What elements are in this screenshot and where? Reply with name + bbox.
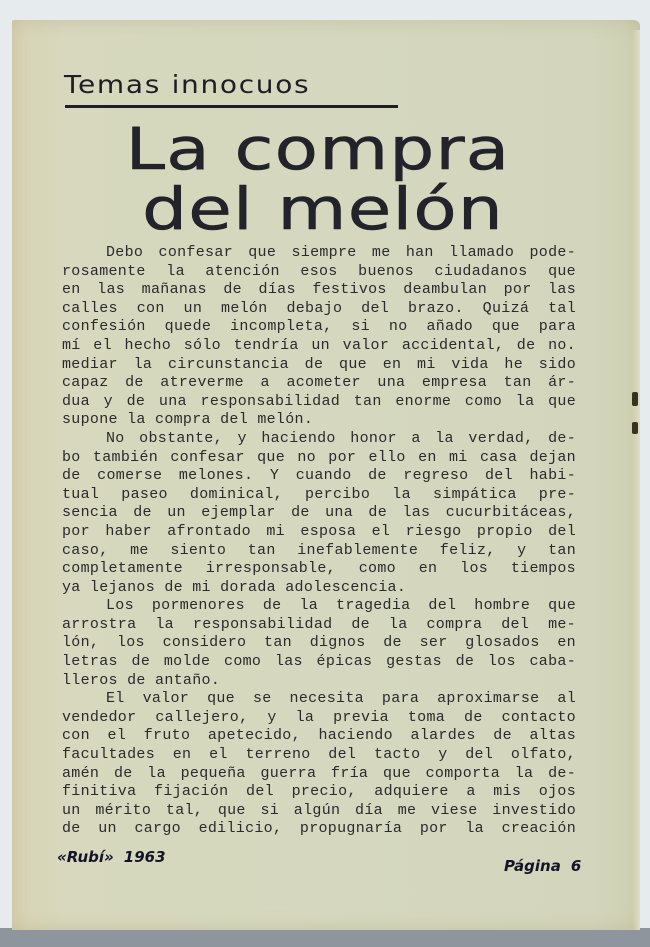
body-line: caso, me siento tan inefablemente feliz, y tan	[62, 541, 576, 559]
body-line: mediar la circunstancia de que en mi vida he sido	[62, 355, 576, 373]
body-line: capaz de atreverme a acometer una empresa tan ár-	[62, 374, 576, 392]
body-line: con el fruto apetecido, haciendo alardes de altas	[62, 727, 576, 745]
body-line: completamente irresponsable, como en los tiempos	[62, 560, 576, 578]
body-line: de comerse melones. Y cuando de regreso del habi-	[62, 467, 576, 485]
article-body	[62, 244, 576, 839]
adjacent-page-mark	[632, 422, 638, 434]
page-label: Página	[504, 857, 561, 875]
body-line: confesión quede incompleta, si no añado que para	[62, 318, 576, 336]
body-line: vendedor callejero, y la previa toma de contacto	[62, 708, 576, 726]
body-line: No obstante, y haciendo honor a la verdad, de-	[106, 429, 576, 447]
article-title-line-1: La compra	[125, 115, 511, 183]
body-line: Debo confesar que siempre me han llamado pode-	[106, 244, 576, 261]
publication-name: «Rubí»	[57, 848, 114, 866]
backdrop-surface	[0, 928, 650, 947]
body-line: un mérito tal, que si algún día me viese investido	[62, 801, 576, 819]
body-line: de un cargo edilicio, propugnaría por la creación	[62, 820, 576, 838]
page-number: 6	[570, 857, 582, 875]
footer-publication	[57, 848, 166, 866]
body-line: en las mañanas de días festivos deambulan por las	[62, 281, 576, 299]
body-line: ya lejanos de mi dorada adolescencia.	[62, 578, 407, 596]
body-line: Los pormenores de la tragedia del hombre que	[106, 597, 576, 615]
body-line: lleros de antaño.	[62, 671, 221, 689]
body-line: bo también confesar que no por ello en mi casa dejan	[62, 448, 576, 466]
publication-year: 1963	[123, 848, 166, 866]
section-label: Temas innocuos	[64, 70, 311, 99]
adjacent-page-mark	[632, 392, 638, 406]
body-line: por haber afrontado mi esposa el riesgo propio del	[62, 522, 576, 540]
body-line: arrostra la responsabilidad de la compra del me-	[62, 615, 576, 633]
body-line: mí el hecho sólo tendría un valor accidental, de no.	[62, 336, 576, 354]
section-underline	[65, 105, 398, 108]
body-line: letras de molde como las épicas gestas de los caba-	[62, 653, 576, 671]
article-title-line-2: del melón	[142, 175, 504, 243]
body-line: tual paseo dominical, percibo la simpática pre-	[62, 485, 576, 503]
footer-page-number	[504, 857, 581, 875]
body-line: calles con un melón debajo del brazo. Quizá tal	[62, 299, 576, 317]
body-line: rosamente la atención esos buenos ciudadanos que	[62, 262, 576, 280]
body-line: El valor que se necesita para aproximarse al	[106, 690, 576, 708]
body-line: finitiva fijación del precio, adquiere a mis ojos	[62, 783, 576, 801]
body-line: facultades en el terreno del tacto y del olfato,	[62, 746, 576, 764]
body-line: lón, los considero tan dignos de ser glosados en	[62, 634, 576, 652]
body-line: dua y de una responsabilidad tan enorme como la que	[62, 392, 576, 410]
body-line: amén de la pequeña guerra fría que comporta la de-	[62, 764, 576, 782]
body-line: supone la compra del melón.	[62, 411, 314, 429]
body-line: sencia de un ejemplar de una de las cucurbitáceas,	[62, 504, 576, 522]
magazine-page	[12, 20, 640, 930]
